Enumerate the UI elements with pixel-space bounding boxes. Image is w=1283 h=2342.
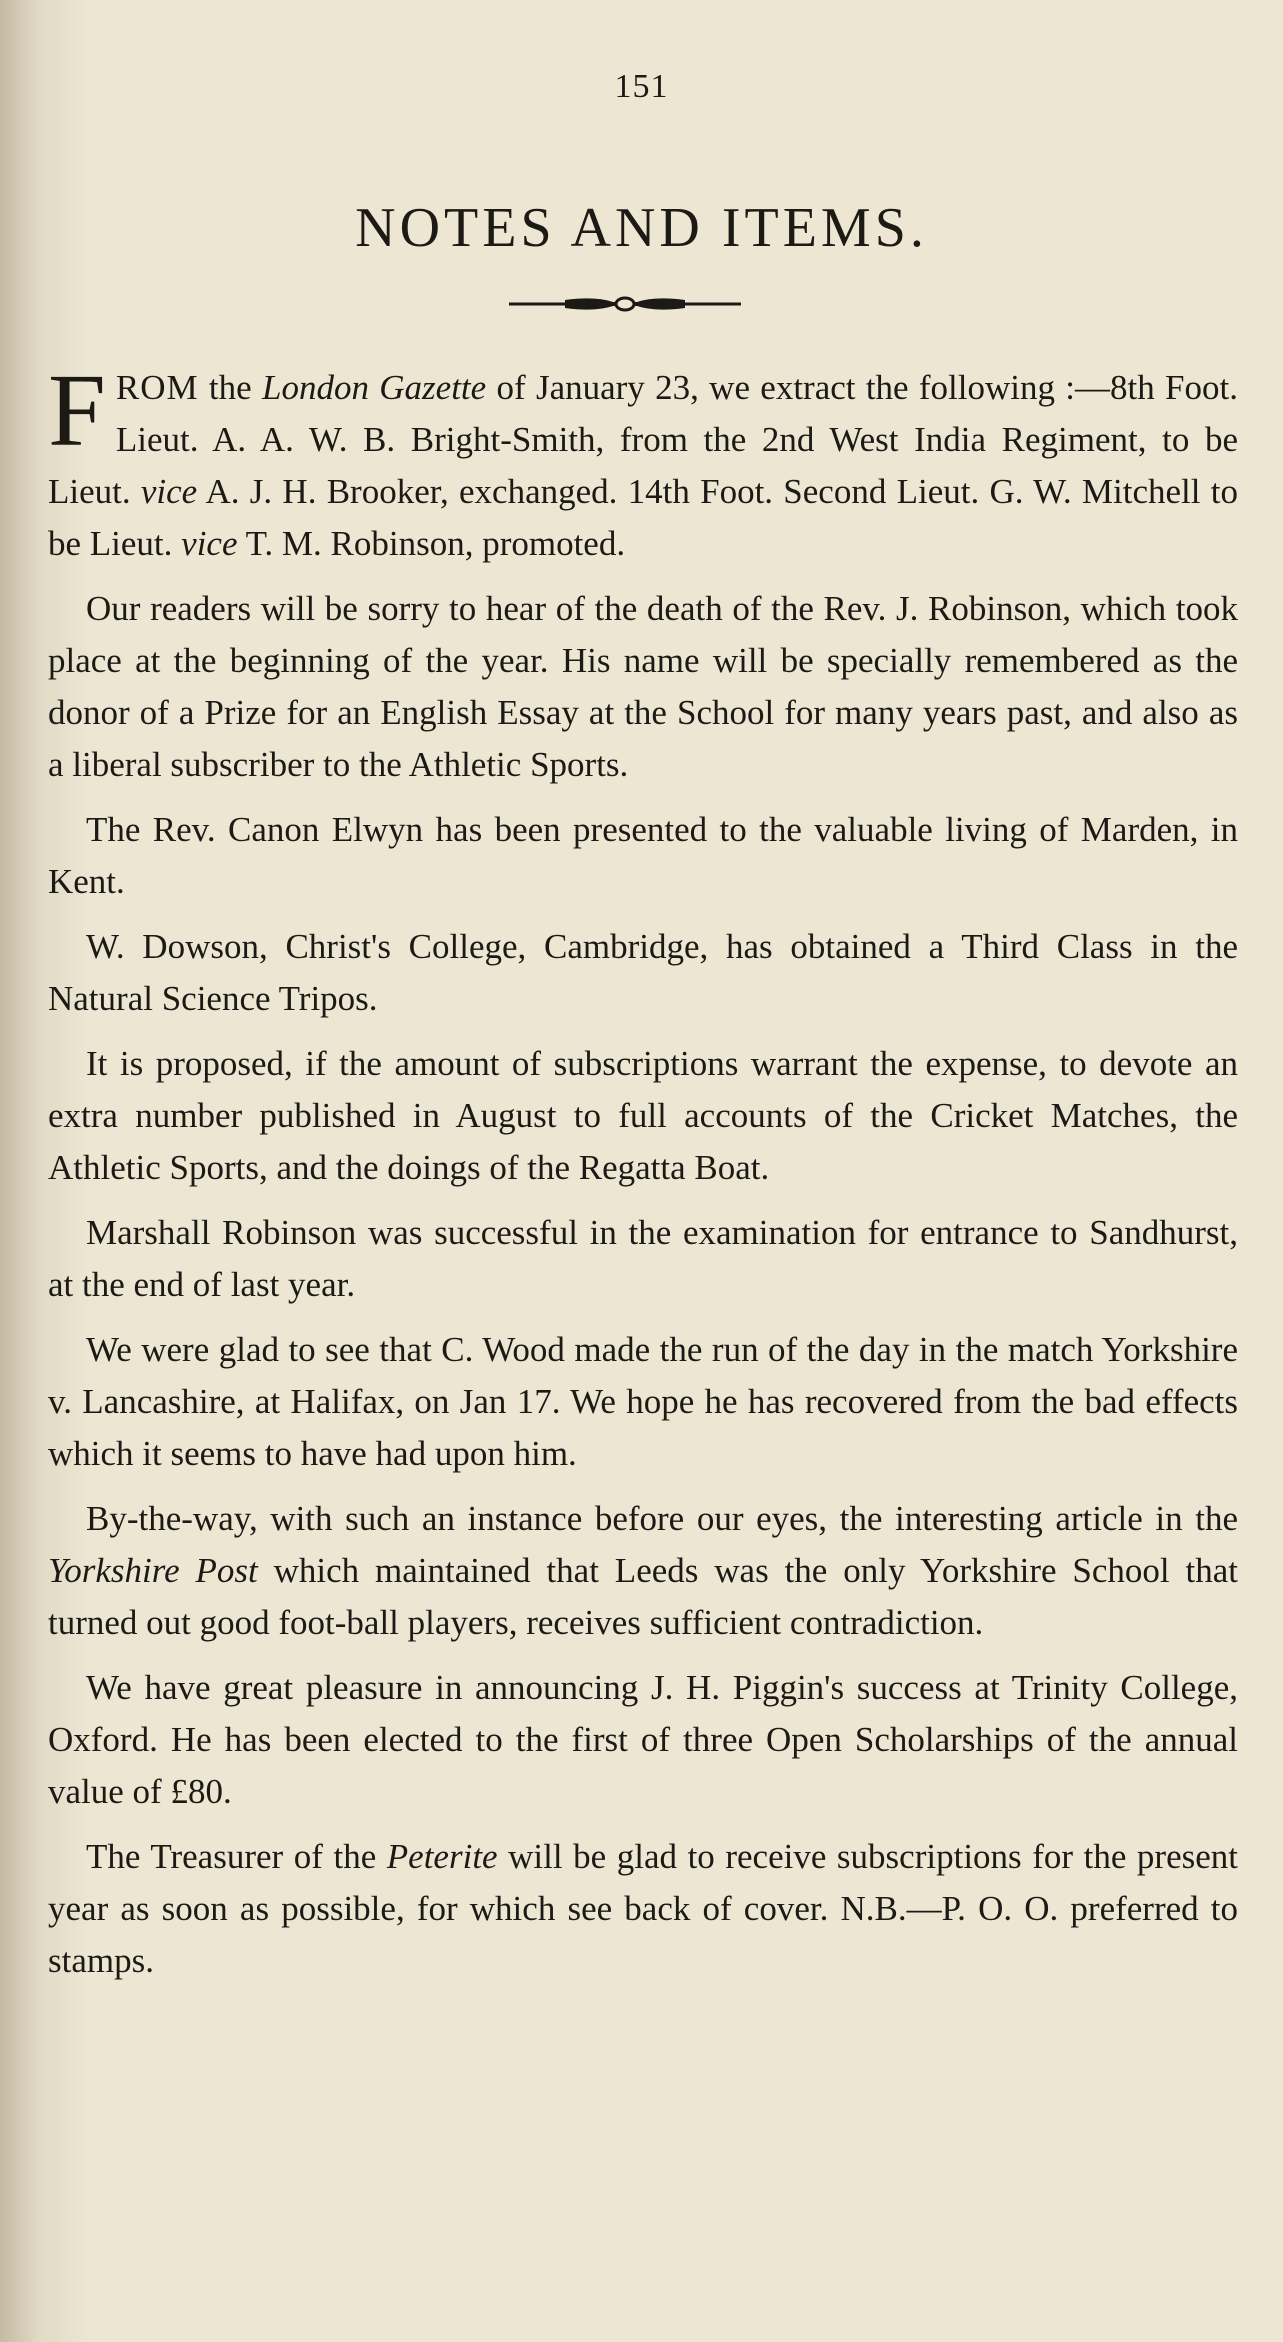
page-title: NOTES AND ITEMS. <box>355 197 928 259</box>
paragraph-extra-number: It is proposed, if the amount of subscriptions warrant the expense, to devote an extra number published in August to full accounts of the Cricket Matches, the Athletic Sports, and the doings of the Regatta Boat. <box>48 1044 1238 1187</box>
paragraph-wood: We were glad to see that C. Wood made the run of the day in the match Yorkshire v. Lancashire, at Halifax, on Jan 17. We hope he has recovered from the bad effects which it seems to have had upon him. <box>48 1330 1238 1473</box>
paragraph-canon-elwyn: The Rev. Canon Elwyn has been presented to the valuable living of Marden, in Kent. <box>48 810 1238 901</box>
publication-title: Yorkshire Post <box>48 1551 258 1590</box>
text-run: By-the-way, with such an instance before our eyes, the interesting article in the <box>86 1499 1238 1538</box>
drop-cap: F <box>48 353 106 468</box>
text-run: of January 23, we extract the following :—8th Foot. Lieut. A. A. W. B. Bright-Smith, from the 2nd West India Regiment, to be Lieut. <box>48 368 1238 511</box>
paragraph-dowson: W. Dowson, Christ's College, Cambridge, has obtained a Third Class in the Natural Science Tripos. <box>48 927 1238 1018</box>
paragraph-sandhurst: Marshall Robinson was successful in the examination for entrance to Sandhurst, at the end of last year. <box>48 1213 1238 1304</box>
text-run: the <box>198 368 262 407</box>
paragraph-gazette <box>48 353 1238 570</box>
paragraph-robinson-death: Our readers will be sorry to hear of the death of the Rev. J. Robinson, which took place at the beginning of the year. His name will be specially remembered as the donor of a Prize for an English Essay at the School for many years past, and also as a liberal subscriber to the Athletic Sports. <box>48 589 1238 784</box>
paragraph-treasurer <box>48 1831 1238 1987</box>
lead-word: ROM <box>115 368 199 407</box>
notes-body <box>48 353 1238 2000</box>
text-run: A. J. H. Brooker, exchanged. 14th Foot. Second Lieut. G. W. Mitchell to be Lieut. <box>48 472 1238 563</box>
latin-term: vice <box>140 472 198 511</box>
publication-title: Peterite <box>386 1837 498 1876</box>
paragraph-piggin: We have great pleasure in announcing J. H. Piggin's success at Trinity College, Oxford. He has been elected to the first of three Open Scholarships of the annual value of £80. <box>48 1668 1238 1811</box>
page-number: 151 <box>614 68 669 105</box>
paragraph-yorkshire-post <box>48 1493 1238 1649</box>
title-ornament <box>505 292 745 316</box>
publication-title: London Gazette <box>261 368 487 407</box>
text-run: which maintained that Leeds was the only Yorkshire School that turned out good foot-ball players, receives sufficient contradiction. <box>48 1551 1238 1642</box>
text-run: The Treasurer of the <box>86 1837 387 1876</box>
latin-term: vice <box>181 524 238 563</box>
text-run: will be glad to receive subscriptions for the present year as soon as possible, for which see back of cover. N.B.—P. O. O. preferred to stamps. <box>48 1837 1238 1980</box>
text-run: T. M. Robinson, promoted. <box>237 524 626 563</box>
